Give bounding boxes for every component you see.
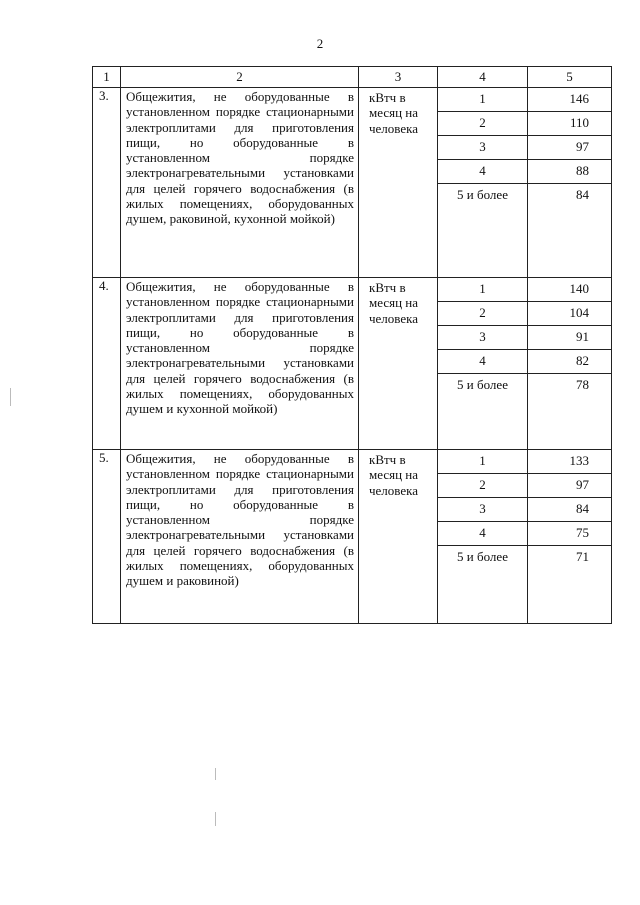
- scan-artifact-line: [215, 768, 216, 780]
- people-count: 4: [438, 160, 527, 184]
- page-number: 2: [316, 36, 324, 51]
- people-count: 2: [438, 112, 527, 136]
- header-col-3: 3: [359, 67, 438, 88]
- people-count: 1: [438, 450, 527, 474]
- people-count: 3: [438, 136, 527, 160]
- norms-table: [92, 66, 612, 624]
- norm-value: 82: [528, 350, 611, 374]
- people-count: 1: [438, 278, 527, 302]
- people-count-cell: [438, 278, 528, 450]
- norm-value: 88: [528, 160, 611, 184]
- norm-value: 140: [528, 278, 611, 302]
- header-col-1: 1: [93, 67, 121, 88]
- table-row: [93, 88, 612, 278]
- row-number: 5.: [93, 450, 121, 624]
- header-col-5: 5: [528, 67, 612, 88]
- norm-value-cell: [528, 450, 612, 624]
- norm-value: 146: [528, 88, 611, 112]
- norm-value: 84: [528, 498, 611, 522]
- table-row: [93, 450, 612, 624]
- norm-value: 110: [528, 112, 611, 136]
- people-count-cell: [438, 450, 528, 624]
- table-row: [93, 278, 612, 450]
- norm-value: 84: [576, 187, 589, 202]
- people-count: 3: [438, 498, 527, 522]
- people-count: 2: [438, 474, 527, 498]
- header-col-4: 4: [438, 67, 528, 88]
- norm-value: 97: [528, 136, 611, 160]
- norm-value: 97: [528, 474, 611, 498]
- norm-value: 104: [528, 302, 611, 326]
- row-number: 4.: [93, 278, 121, 450]
- norm-value-cell: [528, 278, 612, 450]
- row-description: Общежития, не оборудованные в установленном порядке стационарными электроплитами для приготовления пищи, но оборудованные в установленном порядке электронагревательными установками для целей горячего водоснабжения (в жилых помещениях, оборудованных душем и раковиной): [121, 450, 359, 624]
- norm-value: 75: [528, 522, 611, 546]
- scan-artifact-line: [10, 388, 11, 406]
- row-unit: кВтч в месяц на человека: [359, 450, 438, 624]
- people-count: 5 и более: [457, 187, 508, 202]
- norm-value: 71: [576, 549, 589, 564]
- people-count: 1: [438, 88, 527, 112]
- header-col-2: 2: [121, 67, 359, 88]
- people-count: 4: [438, 350, 527, 374]
- people-count-cell: [438, 88, 528, 278]
- people-count: 3: [438, 326, 527, 350]
- norm-value-cell: [528, 88, 612, 278]
- row-unit: кВтч в месяц на человека: [359, 278, 438, 450]
- header-row: [93, 67, 612, 88]
- people-count: 5 и более: [457, 377, 508, 392]
- scan-artifact-line: [215, 812, 216, 826]
- people-count: 4: [438, 522, 527, 546]
- norm-value: 78: [576, 377, 589, 392]
- people-count: 2: [438, 302, 527, 326]
- norm-value: 133: [528, 450, 611, 474]
- row-unit: кВтч в месяц на человека: [359, 88, 438, 278]
- row-description: Общежития, не оборудованные в установленном порядке стационарными электроплитами для приготовления пищи, но оборудованные в установленном порядке электронагревательными установками для целей горячего водоснабжения (в жилых помещениях, оборудованных душем, раковиной, кухонной мойкой): [121, 88, 359, 278]
- people-count: 5 и более: [457, 549, 508, 564]
- row-number: 3.: [93, 88, 121, 278]
- norm-value: 91: [528, 326, 611, 350]
- row-description: Общежития, не оборудованные в установленном порядке стационарными электроплитами для приготовления пищи, но оборудованные в установленном порядке электронагревательными установками для целей горячего водоснабжения (в жилых помещениях, оборудованных душем и кухонной мойкой): [121, 278, 359, 450]
